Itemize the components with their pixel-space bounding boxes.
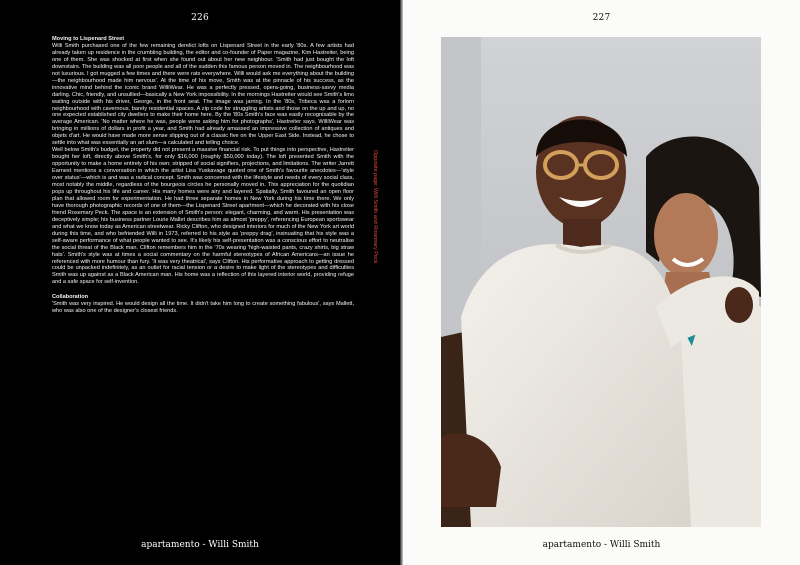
article-body	[52, 36, 354, 315]
page-number-right: 227	[592, 13, 611, 23]
section-heading: Moving to Lispenard Street	[52, 36, 125, 42]
right-page	[403, 0, 800, 565]
paragraph: Willi Smith purchased one of the few remaining derelict lofts on Lispenard Street in the early '80s. A few artists had already taken up residence in the crumbling building, the editor and co-founder of Paper magazine, Kim Hastreiter, being one of them. She was shocked at first when she found out about her new neighbour. 'Smith had just bought the loft downstairs. The building was all poor people and all of the sudden this famous person moved in. The neighbourhood was not luxurious. I got mugged a few times and there were rats everywhere. Willi would ask me everything about the building—the neighbourhood made him nervous'. At the time of his move, Smith was at the pinnacle of his success, as the innovative mind behind the iconic brand WilliWear. He was a perfectly pressed, opera-going, business-savvy media darling. Chic, friendly, and unsullied—basically a New York impossibility. In the mornings Hastreiter would see Smith's limo waiting outside with his driver, George, in the front seat. The image was jarring. In the '80s, Tribeca was a forlorn neighbourhood with cavernous, barely residential spaces. A zip code for struggling artists and those on the up and up, no one expected established city dwellers to make their home here. By the '80s Smith's face was easily recognisable by the average American. 'No matter where he was, people were asking him for photographs', Hastreiter says. WilliWear was bringing in millions of dollars in profit a year, and Smith had already amassed an impressive collection of antiques and objets d'art. He would have made more sense slipping out of a classic five on the Upper East Side. Instead, he chose to settle into what was essentially an art slum—a calculated and telling choice.	[52, 42, 354, 147]
paragraph: 'Smith was very inspired. He would design all the time. It didn't take him long to create something fabulous', says Mallett, who was also one of the designer's closest friends.	[52, 301, 354, 315]
photo-illustration	[441, 37, 761, 527]
page-number-left: 226	[191, 13, 209, 23]
side-caption: Opposite page: Willi Smith and Rosemary Peck.	[372, 150, 378, 265]
paragraph: Well below Smith's budget, the property did not present a massive financial risk. To put things into perspective, Hastreiter bought her loft, directly above Smith's, for only $16,000 (roughly $50,000 today). The loft presented Smith with the opportunity to make a home entirely of his own; stripped of social signifiers, projections, and limitations. The writer Jarrett Earnest mentions a conversation in which the artist Lisa Yuskavage quoted one of Smith's favourite anecdotes—'style over status'—which is and was a radical concept. Smith was concerned with the lifestyle and needs of every social class, most notably the middle, regardless of the bourgeois circles he personally moved in. This appreciation for the quotidian pops up throughout his life and career. His many homes were airy and layered. Spatially, Smith favoured an open floor plan that allowed room for experimentation. He had three separate homes in New York during his time there. We only have thorough photographic records of one of them—the Lispenard Street apartment—which he decorated with his close friend Rosemary Peck. The space is an extension of Smith's person: elegant, charming, and warm. His presentation was deceptively simple; his business partner Lourie Mallet describes him as almost 'preppy', referencing European sportswear and what we know today as American streetwear. Ricky Clifton, who designed interiors for much of the New York art world during this time, and who befriended Willi in 1973, referred to his style as 'preppy drag', insinuating that his style was a self-aware performance of what people wanted to see. It's likely his self-presentation was a conscious effort to neutralise the social threat of the Black man. Clifton remembers him in the '70s wearing 'high-waisted pants, crazy shirts, big straw hats'. Smith's style was at times a social commentary on the harmful stereotypes of African Americans—an issue he referenced with more humour than fury. 'It was very theatrical', says Clifton. His performative approach to getting dressed could be unpacked indefinitely, as an outlet for racial tension or a desire to make light of the stereotypes and difficulties Smith was up against as a Black American man. His home was a reflection of this layered interior world, providing refuge and a safe space for self-invention.	[52, 147, 354, 286]
footer-left: apartamento - Willi Smith	[141, 540, 259, 550]
footer-right: apartamento - Willi Smith	[542, 540, 661, 550]
section-heading: Collaboration	[52, 294, 89, 301]
photograph	[441, 37, 761, 527]
